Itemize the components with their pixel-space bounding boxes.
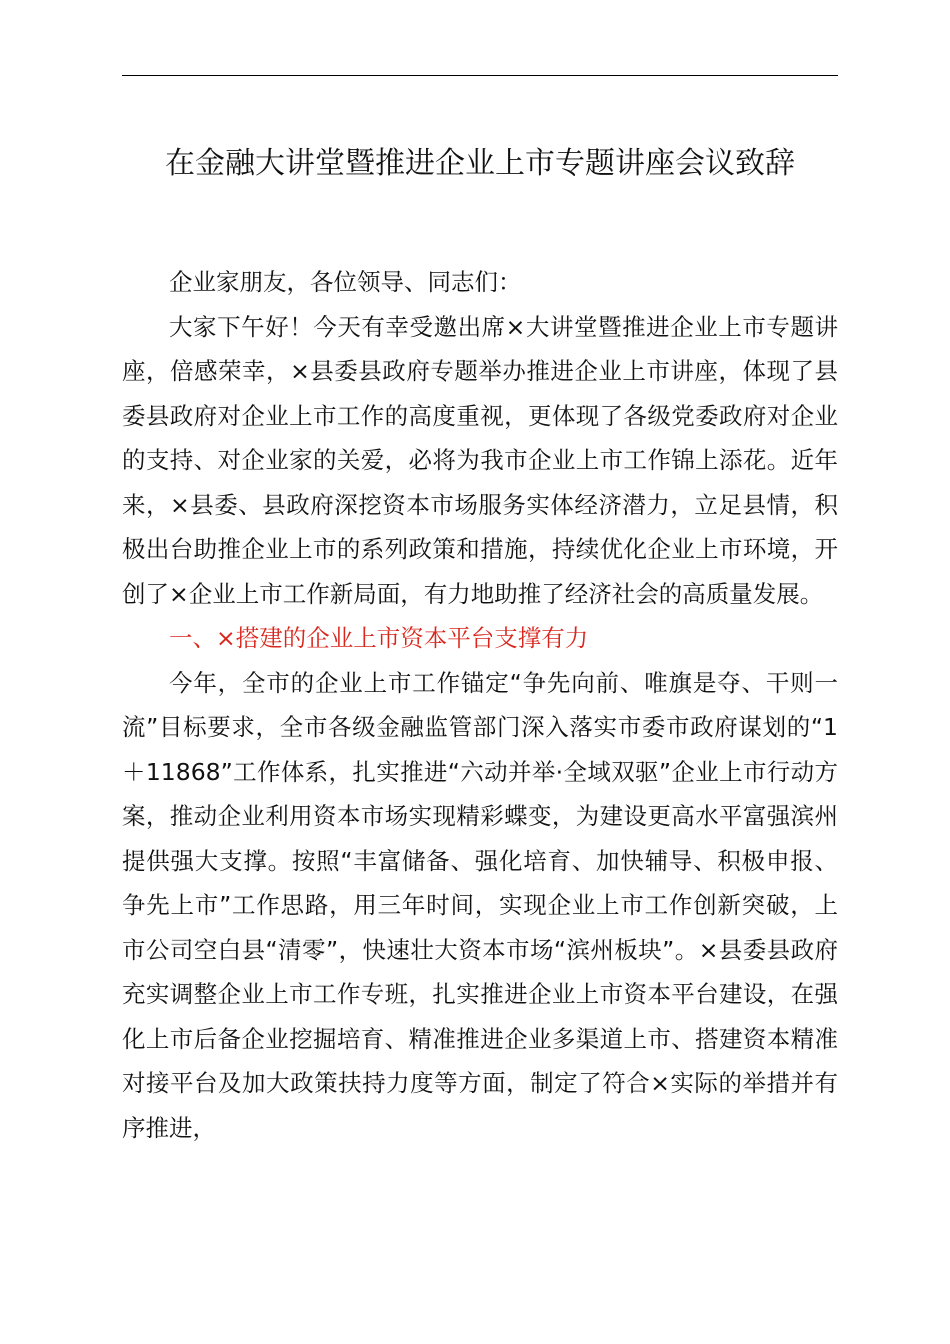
salutation: 企业家朋友，各位领导、同志们： [169, 268, 522, 296]
header-rule [122, 75, 838, 76]
section-paragraph: 今年，全市的企业上市工作锚定“争先向前、唯旗是夺、干则一流”目标要求，全市各级金融监管部门深入落实市委市政府谋划的“1＋11868”工作体系，扎实推进“六动并举·全域双驱”企业上市行动方案，推动企业利用资本市场实现精彩蝶变，为建设更高水平富强滨州提供强大支撑。按照“丰富储备、强化培育、加快辅导、积极申报、争先上市”工作思路，用三年时间，实现企业上市工作创新突破，上市公司空白县“清零”，快速壮大资本市场“滨州板块”。×县委县政府充实调整企业上市工作专班，扎实推进企业上市资本平台建设，在强化上市后备企业挖掘培育、精准推进企业多渠道上市、搭建资本精准对接平台及加大政策扶持力度等方面，制定了符合×实际的举措并有序推进， [122, 668, 838, 1142]
document-body [122, 260, 838, 1150]
section-heading: 一、×搭建的企业上市资本平台支撑有力 [169, 624, 589, 652]
document-title: 在金融大讲堂暨推进企业上市专题讲座会议致辞 [165, 146, 795, 181]
body-paragraph: 大家下午好！今天有幸受邀出席×大讲堂暨推进企业上市专题讲座，倍感荣幸，×县委县政府专题举办推进企业上市讲座，体现了县委县政府对企业上市工作的高度重视，更体现了各级党委政府对企业的支持、对企业家的关爱，必将为我市企业上市工作锦上添花。近年来，×县委、县政府深挖资本市场服务实体经济潜力，立足县情，积极出台助推企业上市的系列政策和措施，持续优化企业上市环境，开创了×企业上市工作新局面，有力地助推了经济社会的高质量发展。 [122, 312, 838, 608]
